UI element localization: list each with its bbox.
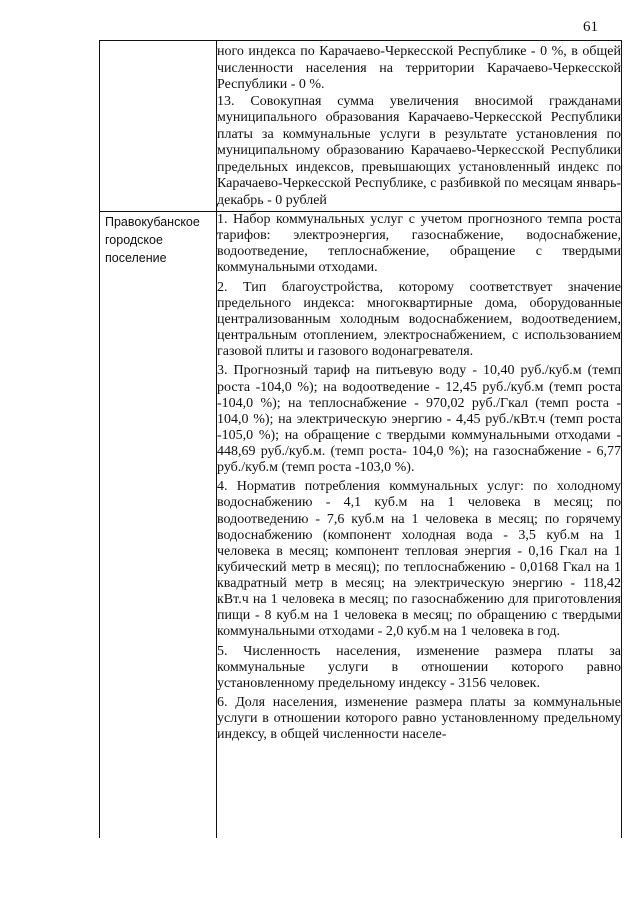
details-cell xyxy=(217,41,622,212)
indices-table xyxy=(99,40,622,838)
municipality-name: Правокубанское городское поселение xyxy=(105,215,200,265)
municipality-cell xyxy=(100,212,217,839)
paragraph-1-services: 1. Набор коммунальных услуг с учетом прогнозного темпа роста тарифов: электроэнергия, газоснабжение, водоснабжение, водоотведение, теплоснабжение, обращение с твердыми коммунальными отходами. xyxy=(217,212,621,276)
paragraph-13-total-increase: 13. Совокупная сумма увеличения вносимой гражданами муниципального образования Карачаево-Черкесской Республики платы за коммунальные услуги в результате установления по муниципальному образованию Карачаево-Черкесской Республики предельных индексов, превышающих установленный индекс по Карачаево-Черкесской Республике, с разбивкой по месяцам январь-декабрь - 0 рублей xyxy=(217,93,621,208)
municipality-cell xyxy=(100,41,217,212)
paragraph-4-consumption-norms: 4. Норматив потребления коммунальных услуг: по холодному водоснабжению - 4,1 куб.м на 1 человека в месяц; по водоотведению - 7,6 куб.м на 1 человека в месяц; по горячему водоснабжению (компонент холодная вода - 3,5 куб.м на 1 человека в месяц; компонент тепловая энергия - 0,16 Гкал на 1 кубический метр в месяц); по теплоснабжению - 0,0168 Гкал на 1 квадратный метр в месяц; на электрическую энергию - 118,42 кВт.ч на 1 человека в месяц; по газоснабжению для приготовления пищи - 8 куб.м на 1 человека в месяц; по обращению с твердыми коммунальными отходами - 2,0 куб.м на 1 человека в год. xyxy=(217,479,621,640)
details-cell xyxy=(217,212,622,839)
municipality-name xyxy=(100,41,209,42)
page-number: 61 xyxy=(583,19,598,35)
paragraph-3-tariffs: 3. Прогнозный тариф на питьевую воду - 10,40 руб./куб.м (темп роста -104,0 %); на водоотведение - 12,45 руб./куб.м (темп роста -104,0 %); на теплоснабжение - 970,02 руб./Гкал (темп роста - 104,0 %); на электрическую энергию - 4,45 руб./кВт.ч (темп роста -105,0 %); на обращение с твердыми коммунальными отходами - 448,69 руб./куб.м. (темп роста- 104,0 %); на газоснабжение - 6,77 руб./куб.м (темп роста -103,0 %). xyxy=(217,363,621,475)
paragraph-6-population-share: 6. Доля населения, изменение размера платы за коммунальные услуги в отношении которого равно установленному предельному индексу, в общей численности населе- xyxy=(217,695,621,743)
paragraph-5-population: 5. Численность населения, изменение размера платы за коммунальные услуги в отношении которого равно установленному предельному индексу - 3156 человек. xyxy=(217,643,621,691)
table-row-pravokubanskoe xyxy=(100,212,622,839)
paragraph-share-continuation: ного индекса по Карачаево-Черкесской Республике - 0 %, в общей численности населения на территории Карачаево-Черкесской Республики - 0 %. xyxy=(217,44,621,92)
table-row-continuation xyxy=(100,41,622,212)
paragraph-2-housing-type: 2. Тип благоустройства, которому соответствует значение предельного индекса: многоквартирные дома, оборудованные централизованным холодным водоснабжением, водоотведением, центральным отоплением, электроснабжением, с использованием газовой плиты и газового водонагревателя. xyxy=(217,279,621,360)
